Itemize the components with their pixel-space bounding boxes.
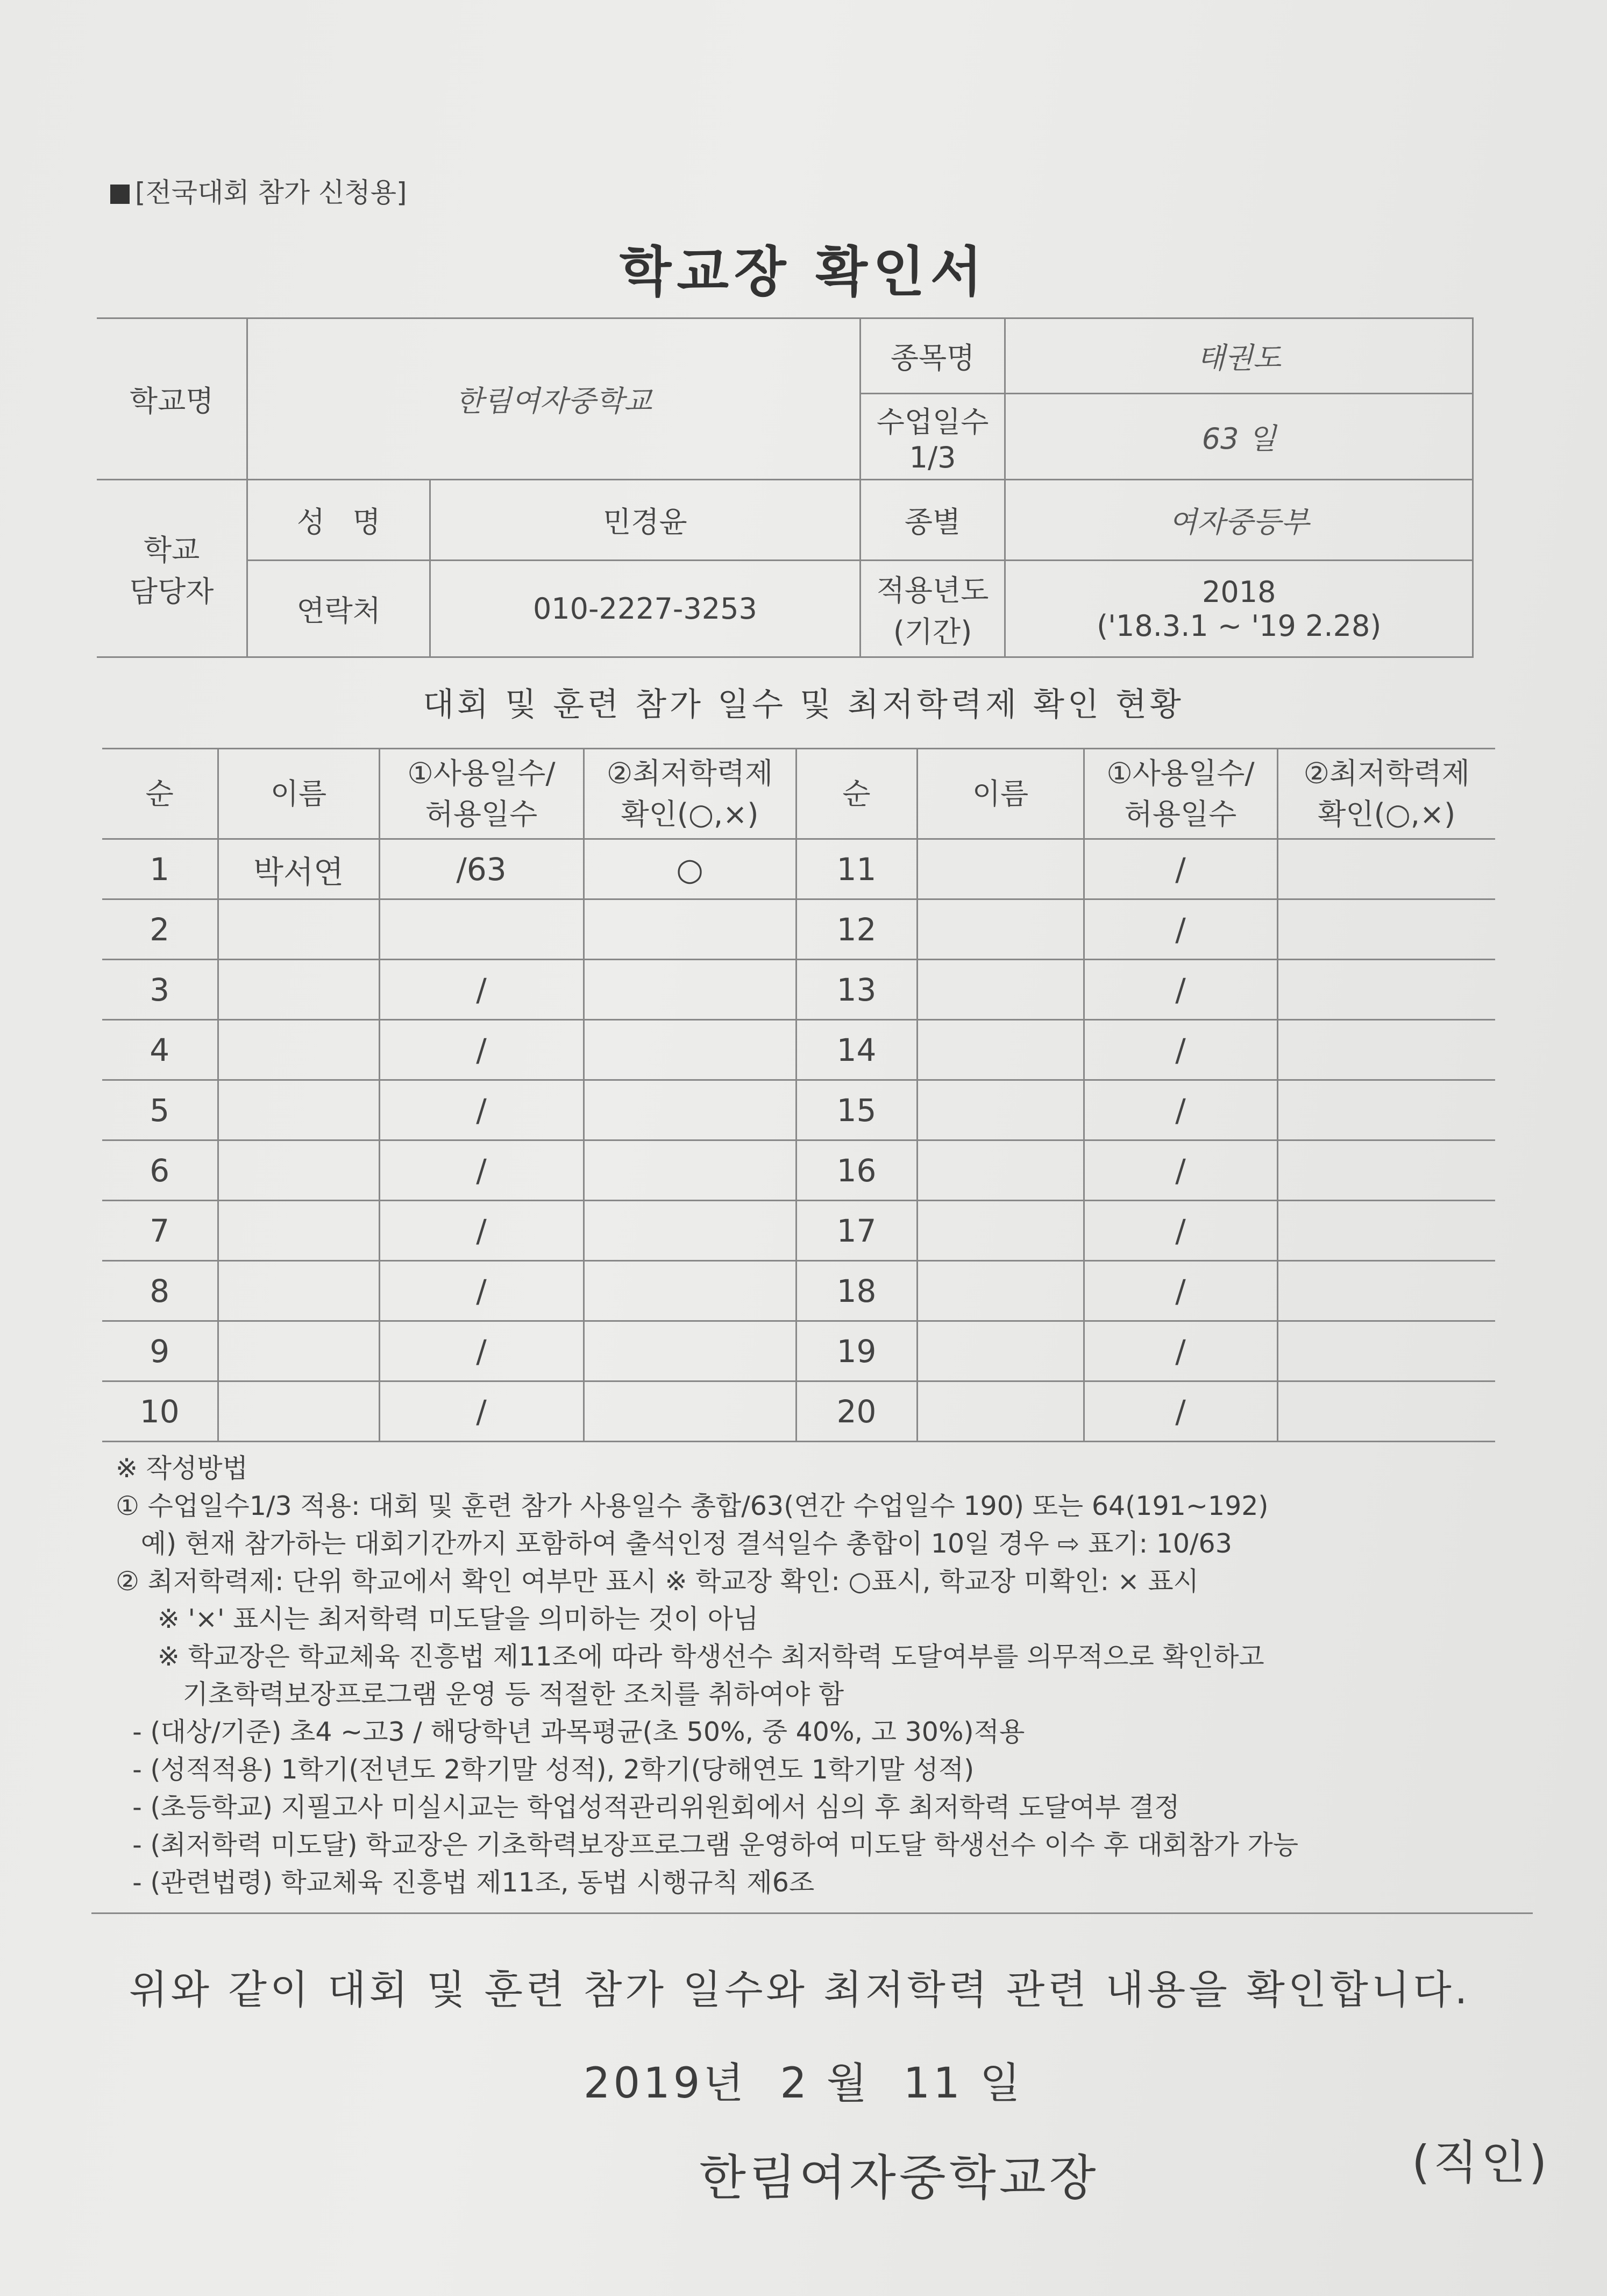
min-academic-check [1277,1140,1495,1201]
min-academic-check [584,1381,796,1442]
min-academic-check [584,899,796,960]
days-used: / [379,1140,584,1201]
header-check-2: ②최저학력제 확인(○,×) [1277,749,1495,839]
row-number: 2 [102,899,218,960]
table-row [102,899,1495,960]
days-used: / [379,1080,584,1140]
instruction-line: - (성적적용) 1학기(전년도 2학기말 성적), 2학기(당해연도 1학기말 성적) [116,1754,975,1785]
row-number: 4 [102,1020,218,1080]
header-name-2: 이름 [917,749,1084,839]
min-academic-check [1277,1261,1495,1321]
row-number: 10 [102,1381,218,1442]
division-value: 여자중등부 [1005,480,1473,561]
student-name [917,899,1084,960]
instruction-line: ※ '×' 표시는 최저학력 미도달을 의미하는 것이 아님 [116,1604,759,1634]
days-used: /63 [379,839,584,899]
row-number: 12 [796,899,917,960]
manager-name-value: 민경윤 [430,480,860,561]
days-used: / [379,960,584,1020]
student-name [917,1321,1084,1381]
student-name [917,1140,1084,1201]
min-academic-check [584,1020,796,1080]
event-value: 태권도 [1005,318,1473,394]
table-row [102,1080,1495,1140]
principal-name: 한림여자중학교장 [699,2150,1099,2206]
row-number: 17 [796,1201,917,1261]
min-academic-check [1277,1080,1495,1140]
table-body [102,839,1495,1442]
min-academic-check [1277,1381,1495,1442]
min-academic-check [584,1080,796,1140]
table-row [102,839,1495,899]
writing-instructions [116,1450,1546,1902]
min-academic-check [1277,960,1495,1020]
instruction-line: ※ 작성방법 [116,1453,248,1484]
manager-name-label: 성 명 [247,480,430,561]
student-name [218,1261,379,1321]
contact-label: 연락처 [247,561,430,657]
min-academic-check [1277,1321,1495,1381]
days-used: / [1084,1321,1277,1381]
min-academic-check [584,1201,796,1261]
row-number: 1 [102,839,218,899]
row-number: 14 [796,1020,917,1080]
student-name [917,1381,1084,1442]
days-used: / [1084,960,1277,1020]
student-name [917,839,1084,899]
header-no: 순 [102,749,218,839]
instruction-line: 기초학력보장프로그램 운영 등 적절한 조치를 취하여야 함 [116,1679,844,1710]
header-no-2: 순 [796,749,917,839]
days-used: / [1084,1261,1277,1321]
form-usage-label: [전국대회 참가 신청용] [110,171,407,210]
min-academic-check [584,1140,796,1201]
days-used: / [379,1020,584,1080]
row-number: 16 [796,1140,917,1201]
event-label: 종목명 [860,318,1005,394]
days-used: / [379,1321,584,1381]
class-days-label: 수업일수 1/3 [860,394,1005,480]
header-days: ①사용일수/ 허용일수 [379,749,584,839]
student-name [218,1020,379,1080]
row-number: 9 [102,1321,218,1381]
instruction-line: ※ 학교장은 학교체육 진흥법 제11조에 따라 학생선수 최저학력 도달여부를 의무적으로 확인하고 [116,1641,1264,1672]
row-number: 8 [102,1261,218,1321]
days-used: / [1084,1140,1277,1201]
student-name [917,1020,1084,1080]
row-number: 5 [102,1080,218,1140]
min-academic-check [1277,839,1495,899]
official-seal-mark: (직인) [1412,2136,1551,2189]
instruction-line: 예) 현재 참가하는 대회기간까지 포함하여 출석인정 결석일수 총합이 10일 경우 ⇨ 표기: 10/63 [116,1528,1232,1559]
header-check: ②최저학력제 확인(○,×) [584,749,796,839]
contact-value: 010-2227-3253 [430,561,860,657]
table-row [102,1020,1495,1080]
header-days-2: ①사용일수/ 허용일수 [1084,749,1277,839]
student-name [218,1080,379,1140]
days-used: / [1084,1080,1277,1140]
confirmation-statement: 위와 같이 대회 및 훈련 참가 일수와 최저학력 관련 내용을 확인합니다. [129,1967,1471,2013]
row-number: 19 [796,1321,917,1381]
instruction-line: ② 최저학력제: 단위 학교에서 확인 여부만 표시 ※ 학교장 확인: ○표시, 학교장 미확인: × 표시 [116,1566,1199,1597]
student-name: 박서연 [218,839,379,899]
row-number: 11 [796,839,917,899]
row-number: 20 [796,1381,917,1442]
table-row [102,960,1495,1020]
issue-date: 2019년 2 월 11 일 [583,2059,1024,2108]
row-number: 15 [796,1080,917,1140]
min-academic-check: ○ [584,839,796,899]
days-used: / [1084,899,1277,960]
school-name-value: 한림여자중학교 [247,318,860,480]
header-name: 이름 [218,749,379,839]
row-number: 7 [102,1201,218,1261]
min-academic-check [1277,899,1495,960]
instruction-line: - (대상/기준) 초4 ~고3 / 해당학년 과목평균(초 50%, 중 40%, 고 30%)적용 [116,1717,1025,1747]
days-used: / [379,1381,584,1442]
table-row [102,1321,1495,1381]
square-bullet-icon [110,185,130,204]
student-name [917,1261,1084,1321]
student-name [917,1080,1084,1140]
min-academic-check [584,1321,796,1381]
table-row [102,1381,1495,1442]
days-used [379,899,584,960]
document-title: 학교장 확인서 [619,240,988,303]
min-academic-check [1277,1020,1495,1080]
student-name [218,960,379,1020]
row-number: 13 [796,960,917,1020]
student-name [218,1140,379,1201]
row-number: 3 [102,960,218,1020]
participation-table [102,748,1495,1442]
class-days-value: 63 일 [1005,394,1473,480]
instruction-line: - (초등학교) 지필고사 미실시교는 학업성적관리위원회에서 심의 후 최저학력 도달여부 결정 [116,1792,1180,1823]
student-name [218,1381,379,1442]
school-manager-label: 학교 담당자 [97,480,247,657]
student-name [218,1201,379,1261]
days-used: / [1084,1020,1277,1080]
days-used: / [1084,1201,1277,1261]
min-academic-check [1277,1201,1495,1261]
table-row [102,1140,1495,1201]
instruction-line: - (최저학력 미도달) 학교장은 기초학력보장프로그램 운영하여 미도달 학생선수 이수 후 대회참가 가능 [116,1830,1299,1860]
apply-year-value: 2018 ('18.3.1 ~ '19 2.28) [1005,561,1473,657]
days-used: / [379,1201,584,1261]
divider [91,1912,1533,1914]
student-name [218,899,379,960]
days-used: / [379,1261,584,1321]
student-name [218,1321,379,1381]
division-label: 종별 [860,480,1005,561]
student-name [917,1201,1084,1261]
min-academic-check [584,1261,796,1321]
info-table [97,317,1474,658]
days-used: / [1084,839,1277,899]
row-number: 6 [102,1140,218,1201]
row-number: 18 [796,1261,917,1321]
section-title: 대회 및 훈련 참가 일수 및 최저학력제 확인 현황 [423,686,1184,724]
min-academic-check [584,960,796,1020]
table-row [102,1201,1495,1261]
days-used: / [1084,1381,1277,1442]
instruction-line: ① 수업일수1/3 적용: 대회 및 훈련 참가 사용일수 총합/63(연간 수업일수 190) 또는 64(191~192) [116,1491,1269,1521]
apply-year-label: 적용년도 (기간) [860,561,1005,657]
table-row [102,1261,1495,1321]
instruction-line: - (관련법령) 학교체육 진흥법 제11조, 동법 시행규칙 제6조 [116,1867,815,1898]
school-name-label: 학교명 [97,318,247,480]
table-header-row [102,749,1495,839]
student-name [917,960,1084,1020]
